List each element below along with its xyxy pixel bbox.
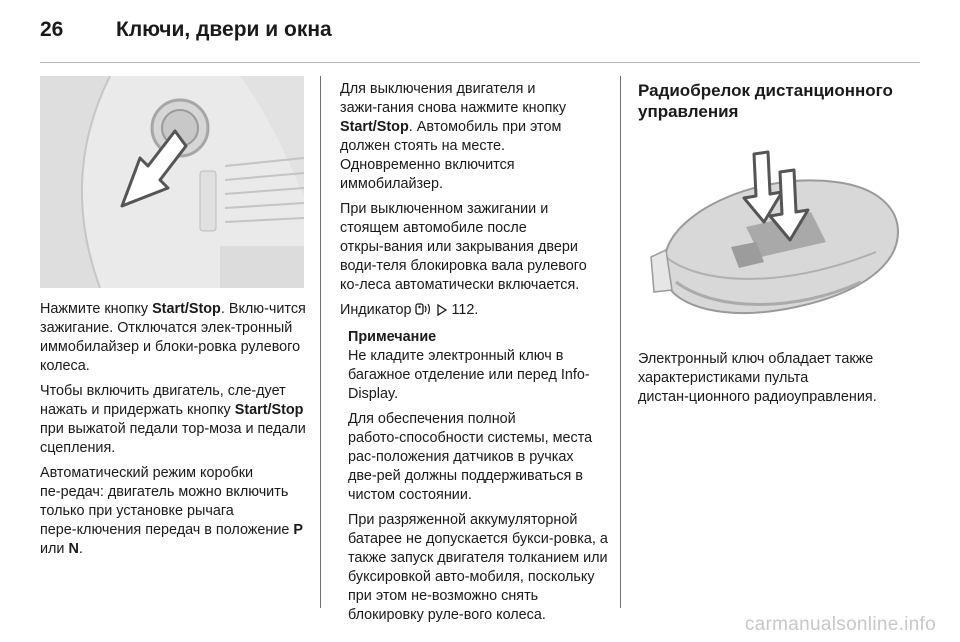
paragraph: Автоматический режим коробки пе‑редач: двигатель можно включить только при установке рычага пере‑ключения передач в положение P или N. xyxy=(40,465,304,557)
page-title: Ключи, двери и окна xyxy=(116,18,332,41)
start-stop-label: Start/Stop xyxy=(340,119,409,135)
paragraph: Чтобы включить двигатель, сле‑дует нажать и придержать кнопку Start/Stop при выжатой педали тор‑моза и педали сцепления. xyxy=(40,383,306,456)
key-signal-icon xyxy=(415,301,433,322)
column-2-text xyxy=(340,80,608,631)
page-number: 26 xyxy=(40,18,64,41)
page-reference[interactable]: 112 xyxy=(451,302,475,318)
paragraph: Для выключения двигателя и зажи‑гания снова нажмите кнопку Start/Stop. Автомобиль при этом должен стоять на месте. Одновременно включится иммобилайзер. xyxy=(340,81,567,192)
page-header xyxy=(40,14,920,50)
start-stop-label: Start/Stop xyxy=(152,301,221,317)
start-stop-label: Start/Stop xyxy=(234,402,304,418)
watermark: carmanualsonline.info xyxy=(744,614,936,635)
note-paragraph: Для обеспечения полной работо‑способности системы, места рас‑положения датчиков в ручках две‑рей должны поддерживаться в чистом состоянии. xyxy=(348,411,593,503)
page-ref-triangle-icon xyxy=(437,303,447,322)
section-heading: Радиобрелок дистанционного управления xyxy=(638,81,893,121)
paragraph: Индикатор 112. xyxy=(340,301,608,322)
paragraph: Нажмите кнопку Start/Stop. Вклю‑чится зажигание. Отключатся элек‑тронный иммобилайзер и блоки‑ровка рулевого колеса. xyxy=(40,301,306,374)
column-1-text xyxy=(40,300,308,565)
note-heading: Примечание xyxy=(348,329,437,345)
note-paragraph: Не кладите электронный ключ в багажное отделение или перед Info-Display. xyxy=(348,348,590,402)
note-box xyxy=(340,328,608,625)
note-paragraph: При разряженной аккумуляторной батарее не допускается букси‑ровка, а также запуск двигателя толканием или буксировкой авто‑мобиля, поскольку при этом не‑возможно снять блокировку руле‑вого колеса. xyxy=(348,512,608,623)
column-3-text xyxy=(638,350,908,413)
paragraph: Электронный ключ обладает также характеристиками пульта дистан‑ционного радиоуправления. xyxy=(638,351,877,405)
ignition-button-illustration xyxy=(40,76,304,288)
column-divider-2 xyxy=(620,76,621,608)
column-3-heading xyxy=(638,80,908,128)
remote-key-illustration xyxy=(636,132,902,338)
paragraph: При выключенном зажигании и стоящем автомобиле после откры‑вания или закрывания двери води‑теля блокировка вала рулевого ко‑леса автоматически включается. xyxy=(340,201,587,293)
column-divider-1 xyxy=(320,76,321,608)
header-divider xyxy=(40,62,920,63)
